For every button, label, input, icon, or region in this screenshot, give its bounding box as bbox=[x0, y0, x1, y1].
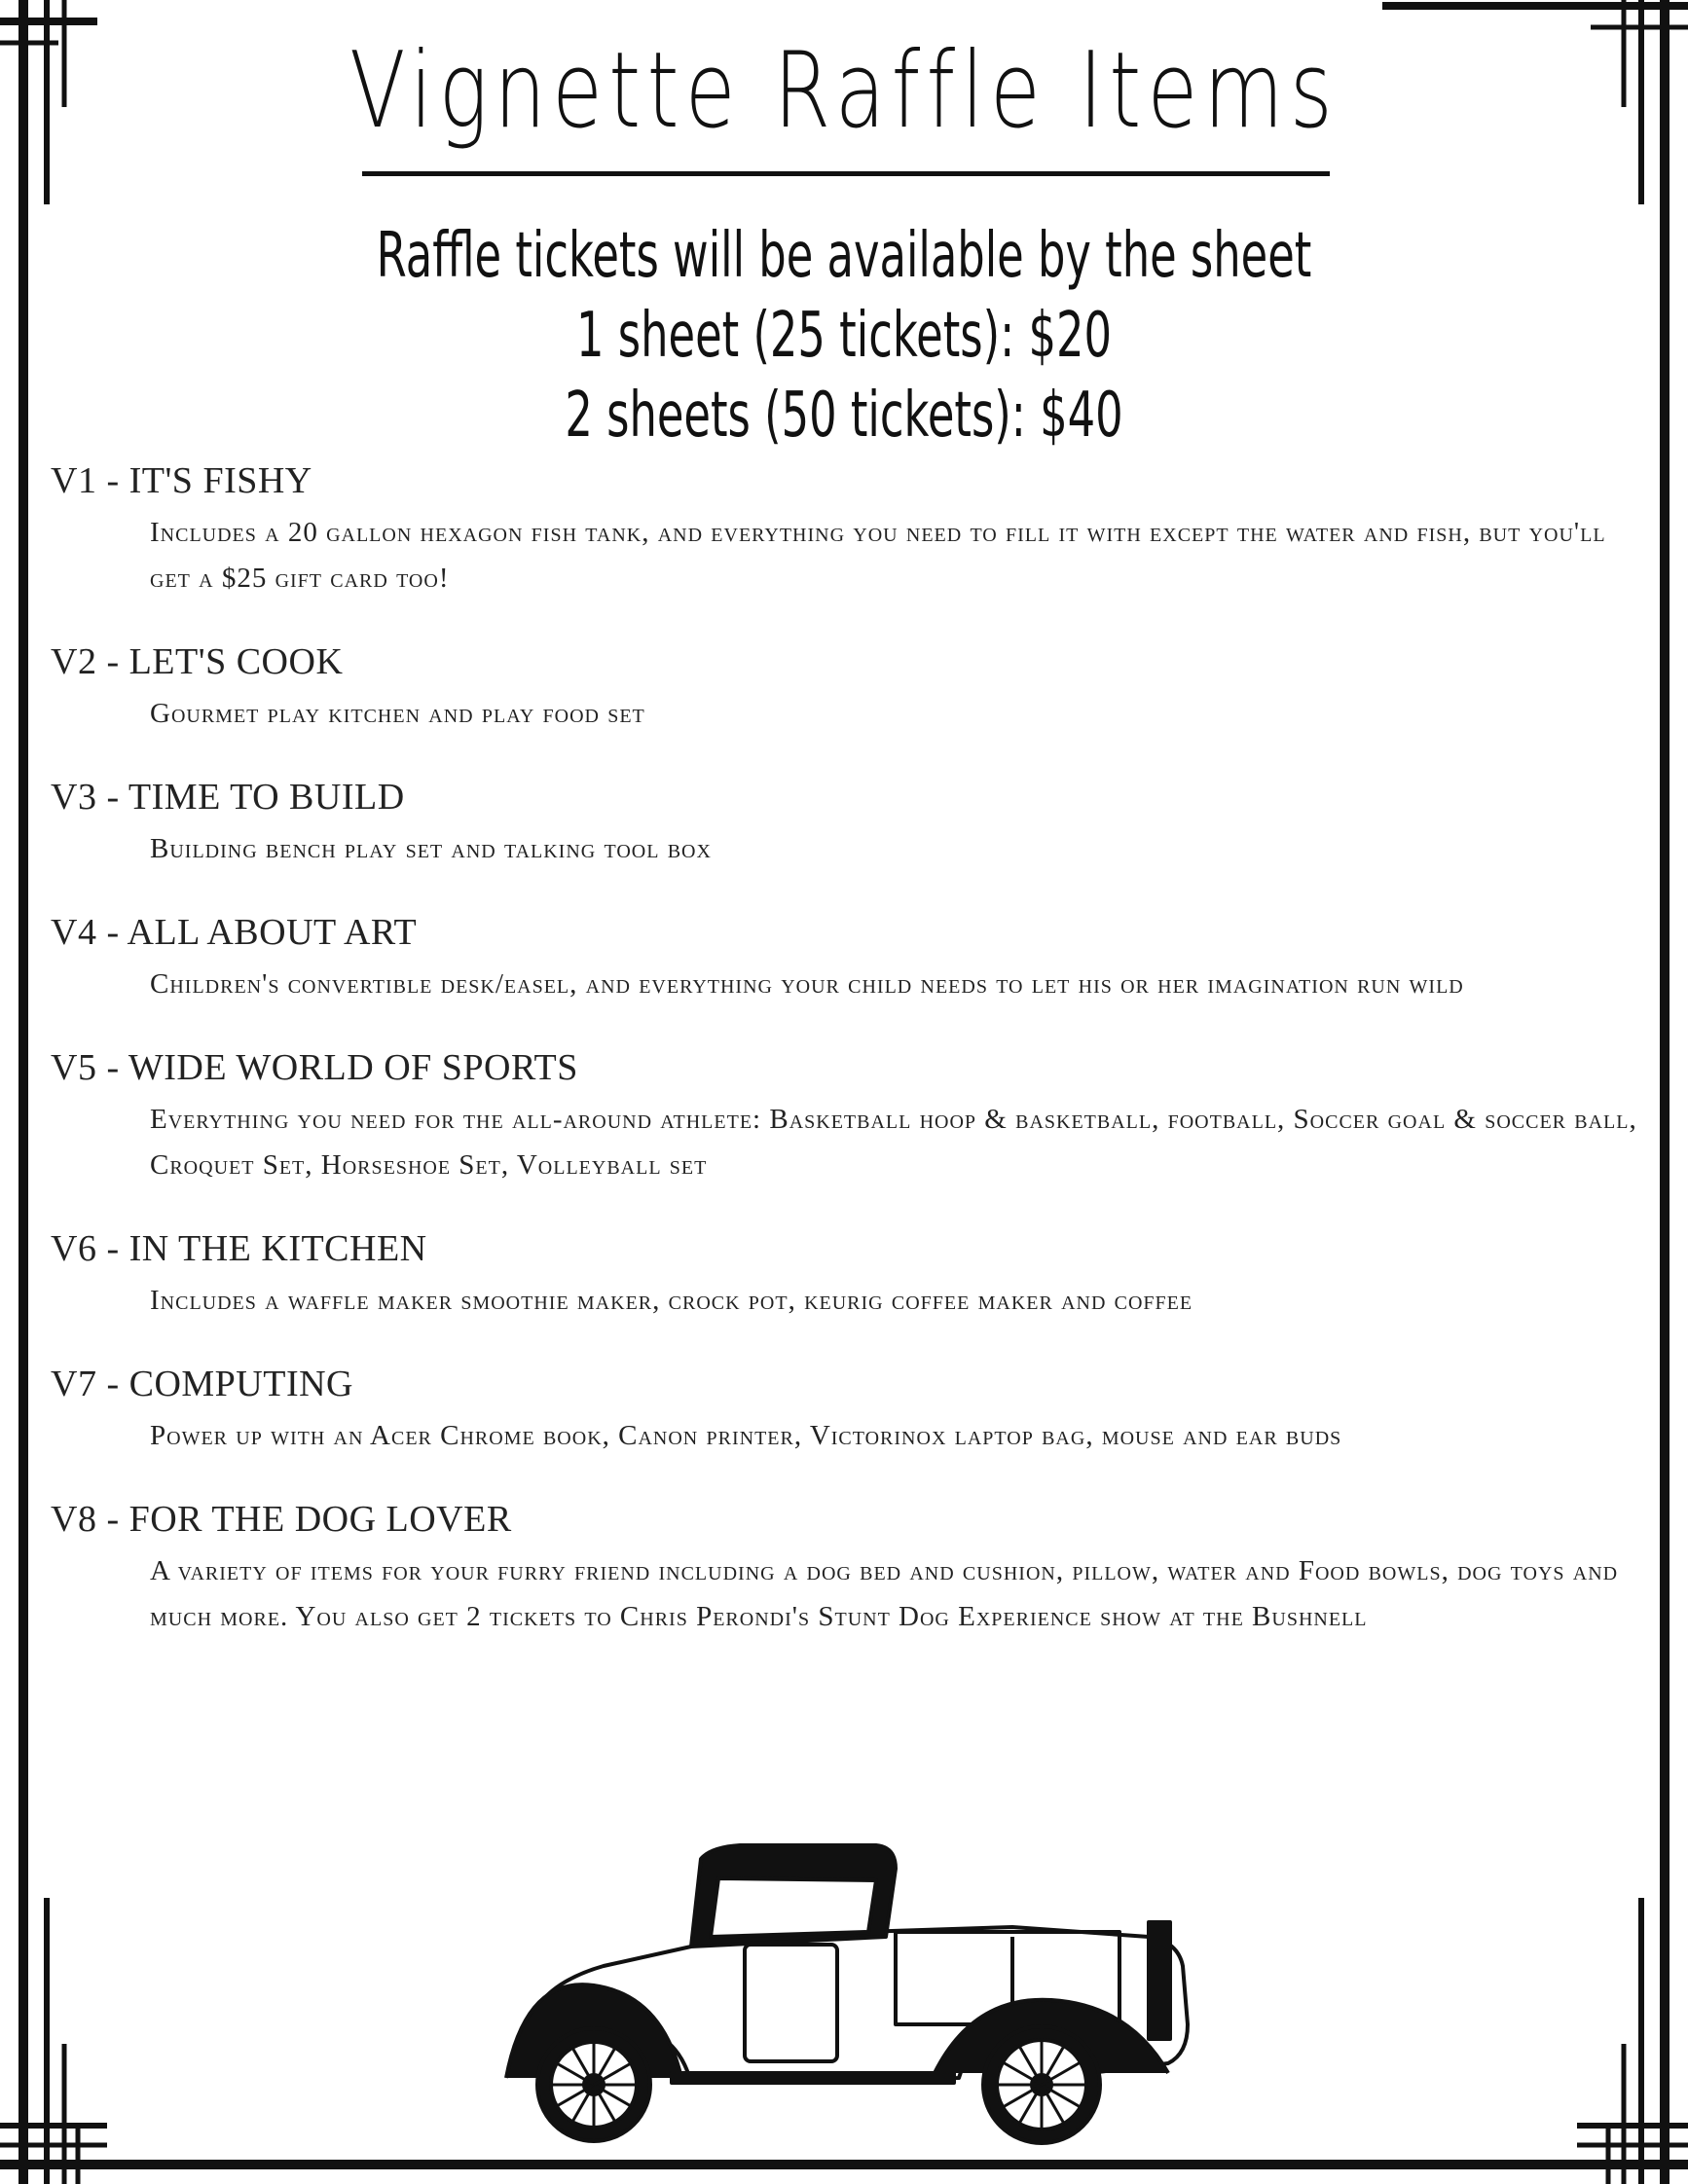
raffle-item-title: V6 - IN THE KITCHEN bbox=[51, 1228, 427, 1269]
raffle-item-title: V8 - FOR THE DOG LOVER bbox=[51, 1499, 512, 1540]
raffle-item bbox=[51, 1225, 1647, 1324]
raffle-item-title: V7 - COMPUTING bbox=[51, 1364, 353, 1404]
raffle-item bbox=[51, 1044, 1647, 1188]
pricing-block bbox=[0, 216, 1688, 455]
title-underline bbox=[362, 171, 1330, 176]
raffle-item-title: V3 - TIME TO BUILD bbox=[51, 777, 405, 818]
raffle-item bbox=[51, 457, 1647, 601]
raffle-item bbox=[51, 774, 1647, 872]
raffle-item-title: V2 - LET'S COOK bbox=[51, 641, 344, 682]
raffle-item-description: Gourmet play kitchen and play food set bbox=[150, 698, 645, 729]
raffle-item bbox=[51, 1361, 1647, 1459]
vintage-car-illustration bbox=[467, 1830, 1246, 2151]
pricing-line: 1 sheet (25 tickets): $20 bbox=[576, 300, 1112, 372]
pricing-line: 2 sheets (50 tickets): $40 bbox=[565, 380, 1123, 452]
raffle-item bbox=[51, 1496, 1647, 1640]
raffle-item-title: V4 - ALL ABOUT ART bbox=[51, 912, 418, 953]
raffle-item-title: V5 - WIDE WORLD OF SPORTS bbox=[51, 1047, 578, 1088]
raffle-item-list bbox=[51, 457, 1647, 1677]
page-title: Vignette Raffle Items bbox=[349, 30, 1339, 152]
raffle-item-description: Everything you need for the all-around athlete: Basketball hoop & basketball, football, Soccer goal & soccer ball, Croquet Set, Horseshoe Set, Volleyball set bbox=[150, 1104, 1637, 1181]
raffle-item-description: A variety of items for your furry friend including a dog bed and cushion, pillow, water and Food bowls, dog toys and much more. You also get 2 tickets to Chris Perondi's Stunt Dog Experience show at the Bushnell bbox=[150, 1555, 1619, 1632]
raffle-item-description: Building bench play set and talking tool box bbox=[150, 833, 712, 864]
raffle-item-title: V1 - IT'S FISHY bbox=[51, 460, 312, 501]
raffle-item-description: Power up with an Acer Chrome book, Canon printer, Victorinox laptop bag, mouse and ear buds bbox=[150, 1420, 1342, 1451]
pricing-line: Raffle tickets will be available by the sheet bbox=[376, 220, 1312, 292]
raffle-item bbox=[51, 909, 1647, 1007]
raffle-item-description: Includes a waffle maker smoothie maker, crock pot, keurig coffee maker and coffee bbox=[150, 1285, 1193, 1316]
raffle-item-description: Includes a 20 gallon hexagon fish tank, and everything you need to fill it with except the water and fish, but you'll get a $25 gift card too! bbox=[150, 517, 1606, 594]
raffle-item-description: Children's convertible desk/easel, and everything your child needs to let his or her imagination run wild bbox=[150, 968, 1464, 1000]
raffle-item bbox=[51, 638, 1647, 737]
